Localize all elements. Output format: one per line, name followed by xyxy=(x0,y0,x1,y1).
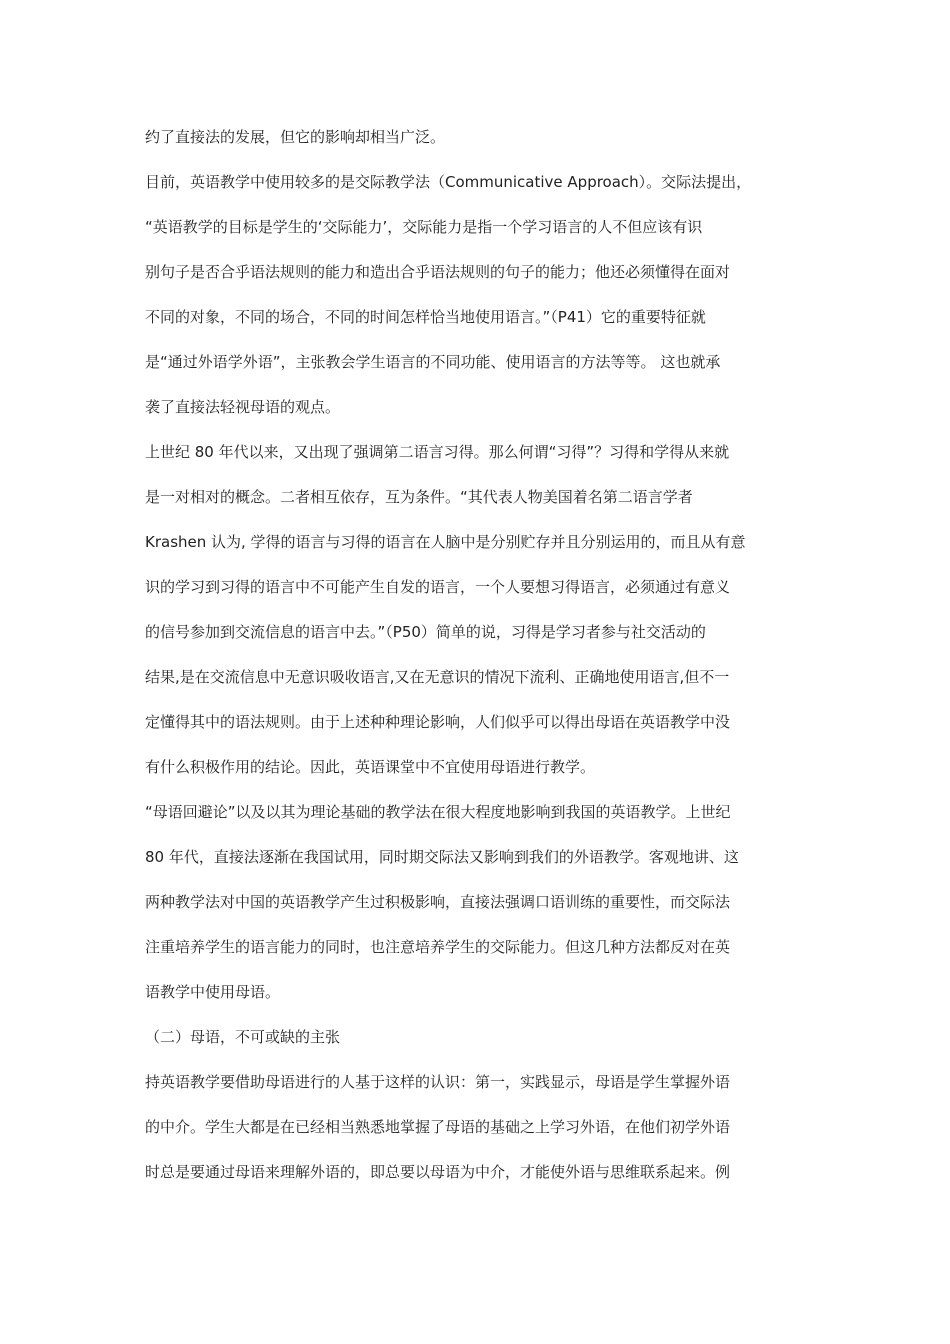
text-line: Krashen 认为, 学得的语言与习得的语言在人脑中是分别贮存并且分别运用的，而且从有意 xyxy=(145,533,746,551)
text-line: 别句子是否合乎语法规则的能力和造出合乎语法规则的句子的能力；他还必须懂得在面对 xyxy=(145,263,731,281)
text-line: 是“通过外语学外语”，主张教会学生语言的不同功能、使用语言的方法等等。 这也就承 xyxy=(145,353,721,371)
text-line: 注重培养学生的语言能力的同时，也注意培养学生的交际能力。但这几种方法都反对在英 xyxy=(145,938,731,956)
text-line: 袭了直接法轻视母语的观点。 xyxy=(145,398,341,416)
text-line: 识的学习到习得的语言中不可能产生自发的语言，一个人要想习得语言，必须通过有意义 xyxy=(145,578,731,596)
text-line: 持英语教学要借助母语进行的人基于这样的认识：第一，实践显示，母语是学生掌握外语 xyxy=(145,1073,731,1091)
text-line: 是一对相对的概念。二者相互依存，互为条件。“其代表人物美国着名第二语言学者 xyxy=(145,488,693,506)
text-line: 80 年代，直接法逐渐在我国试用，同时期交际法又影响到我们的外语教学。客观地讲、这 xyxy=(145,848,739,866)
text-line: 的信号参加到交流信息的语言中去。”（P50）简单的说，习得是学习者参与社交活动的 xyxy=(145,623,706,641)
text-line: “母语回避论”以及以其为理论基础的教学法在很大程度地影响到我国的英语教学。上世纪 xyxy=(145,803,731,821)
text-line: 目前，英语教学中使用较多的是交际教学法（Communicative Approach）。交际法提出， xyxy=(145,173,752,191)
text-line: 定懂得其中的语法规则。由于上述种种理论影响，人们似乎可以得出母语在英语教学中没 xyxy=(145,713,731,731)
section-heading: （二）母语，不可或缺的主张 xyxy=(145,1028,341,1046)
text-line: 两种教学法对中国的英语教学产生过积极影响，直接法强调口语训练的重要性，而交际法 xyxy=(145,893,731,911)
text-line: 的中介。学生大都是在已经相当熟悉地掌握了母语的基础之上学习外语，在他们初学外语 xyxy=(145,1118,731,1136)
text-line: 上世纪 80 年代以来，又出现了强调第二语言习得。那么何谓“习得”？习得和学得从来就 xyxy=(145,443,730,461)
text-line: 时总是要通过母语来理解外语的，即总要以母语为中介，才能使外语与思维联系起来。例 xyxy=(145,1163,731,1181)
text-line: 有什么积极作用的结论。因此，英语课堂中不宜使用母语进行教学。 xyxy=(145,758,596,776)
text-line: 约了直接法的发展，但它的影响却相当广泛。 xyxy=(145,128,446,146)
text-line: 结果,是在交流信息中无意识吸收语言,又在无意识的情况下流利、正确地使用语言,但不一 xyxy=(145,668,730,686)
text-line: 语教学中使用母语。 xyxy=(145,983,281,1001)
text-line: “英语教学的目标是学生的‘交际能力’，交际能力是指一个学习语言的人不但应该有识 xyxy=(145,218,703,236)
text-line: 不同的对象，不同的场合，不同的时间怎样恰当地使用语言。”（P41）它的重要特征就 xyxy=(145,308,706,326)
